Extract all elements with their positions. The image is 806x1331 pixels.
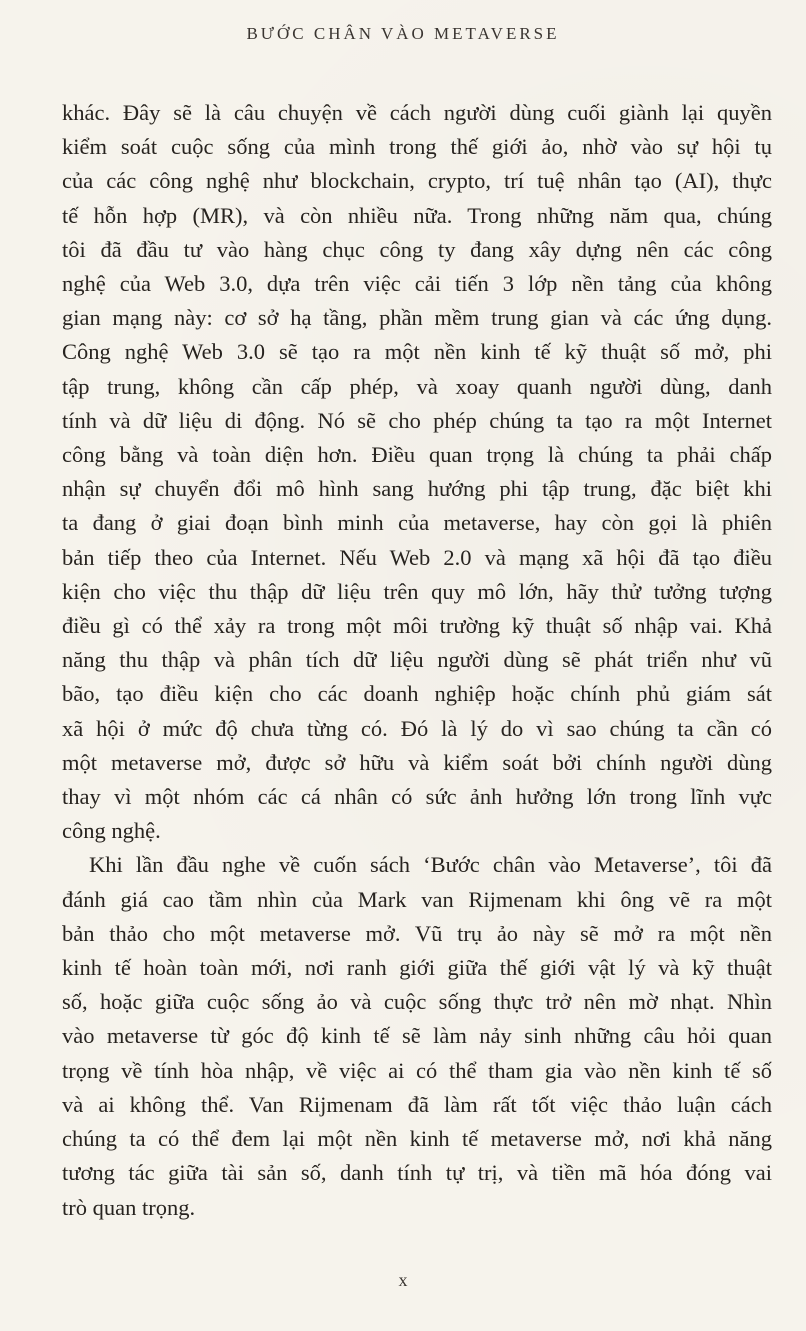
text-line: điều gì có thể xảy ra trong một môi trường kỹ thuật số nhập vai. Khả	[62, 613, 772, 639]
text-line: thay vì một nhóm các cá nhân có sức ảnh hưởng lớn trong lĩnh vực	[62, 784, 772, 810]
text-line: nghệ của Web 3.0, dựa trên việc cải tiến 3 lớp nền tảng của không	[62, 271, 772, 297]
text-line: nhận sự chuyển đổi mô hình sang hướng phi tập trung, đặc biệt khi	[62, 476, 772, 502]
text-line: tập trung, không cần cấp phép, và xoay quanh người dùng, danh	[62, 373, 772, 399]
paragraph-2	[62, 848, 772, 1224]
text-line: tương tác giữa tài sản số, danh tính tự trị, và tiền mã hóa đóng vai	[62, 1160, 772, 1186]
text-line: chúng ta có thể đem lại một nền kinh tế metaverse mở, nơi khả năng	[62, 1126, 772, 1152]
text-line: tế hỗn hợp (MR), và còn nhiều nữa. Trong những năm qua, chúng	[62, 202, 772, 228]
text-line: bão, tạo điều kiện cho các doanh nghiệp hoặc chính phủ giám sát	[62, 681, 772, 707]
text-line: năng thu thập và phân tích dữ liệu người dùng sẽ phát triển như vũ	[62, 647, 772, 673]
text-line: khác. Đây sẽ là câu chuyện về cách người dùng cuối giành lại quyền	[62, 100, 772, 125]
paragraph-1	[62, 96, 772, 848]
text-line: tính và dữ liệu di động. Nó sẽ cho phép chúng ta tạo ra một Internet	[62, 407, 772, 433]
text-line: trọng về tính hòa nhập, về việc ai có thể tham gia vào nền kinh tế số	[62, 1057, 772, 1083]
text-line: công nghệ.	[62, 818, 161, 844]
text-line: xã hội ở mức độ chưa từng có. Đó là lý do vì sao chúng ta cần có	[62, 715, 772, 741]
page-number: x	[398, 1270, 408, 1290]
text-line: và ai không thể. Van Rijmenam đã làm rất tốt việc thảo luận cách	[62, 1091, 772, 1117]
text-line: số, hoặc giữa cuộc sống ảo và cuộc sống thực trở nên mờ nhạt. Nhìn	[62, 989, 772, 1015]
text-line: trò quan trọng.	[62, 1194, 196, 1220]
text-line: tôi đã đầu tư vào hàng chục công ty đang xây dựng nên các công	[62, 236, 772, 262]
text-line: bản thảo cho một metaverse mở. Vũ trụ ảo này sẽ mở ra một nền	[62, 920, 772, 946]
text-line: bản tiếp theo của Internet. Nếu Web 2.0 và mạng xã hội đã tạo điều	[62, 544, 772, 570]
text-line: kiểm soát cuộc sống của mình trong thế giới ảo, nhờ vào sự hội tụ	[62, 134, 772, 160]
text-line: Công nghệ Web 3.0 sẽ tạo ra một nền kinh tế kỹ thuật số mở, phi	[62, 339, 772, 365]
text-line: của các công nghệ như blockchain, crypto, trí tuệ nhân tạo (AI), thực	[62, 168, 772, 194]
text-line: vào metaverse từ góc độ kinh tế sẽ làm nảy sinh những câu hỏi quan	[62, 1023, 772, 1049]
text-line: gian mạng này: cơ sở hạ tầng, phần mềm trung gian và các ứng dụng.	[62, 305, 772, 331]
body-text	[62, 96, 772, 1225]
running-head: BƯỚC CHÂN VÀO METAVERSE	[246, 24, 560, 43]
text-line: công bằng và toàn diện hơn. Điều quan trọng là chúng ta phải chấp	[62, 442, 772, 468]
text-line: Khi lần đầu nghe về cuốn sách ‘Bước chân vào Metaverse’, tôi đã	[89, 852, 772, 878]
text-line: đánh giá cao tầm nhìn của Mark van Rijmenam khi ông vẽ ra một	[62, 886, 772, 912]
text-line: kinh tế hoàn toàn mới, nơi ranh giới giữa thế giới vật lý và kỹ thuật	[62, 955, 772, 981]
text-line: kiện cho việc thu thập dữ liệu trên quy mô lớn, hãy thử tưởng tượng	[62, 578, 772, 604]
text-line: ta đang ở giai đoạn bình minh của metaverse, hay còn gọi là phiên	[62, 510, 772, 536]
text-line: một metaverse mở, được sở hữu và kiểm soát bởi chính người dùng	[62, 749, 772, 775]
